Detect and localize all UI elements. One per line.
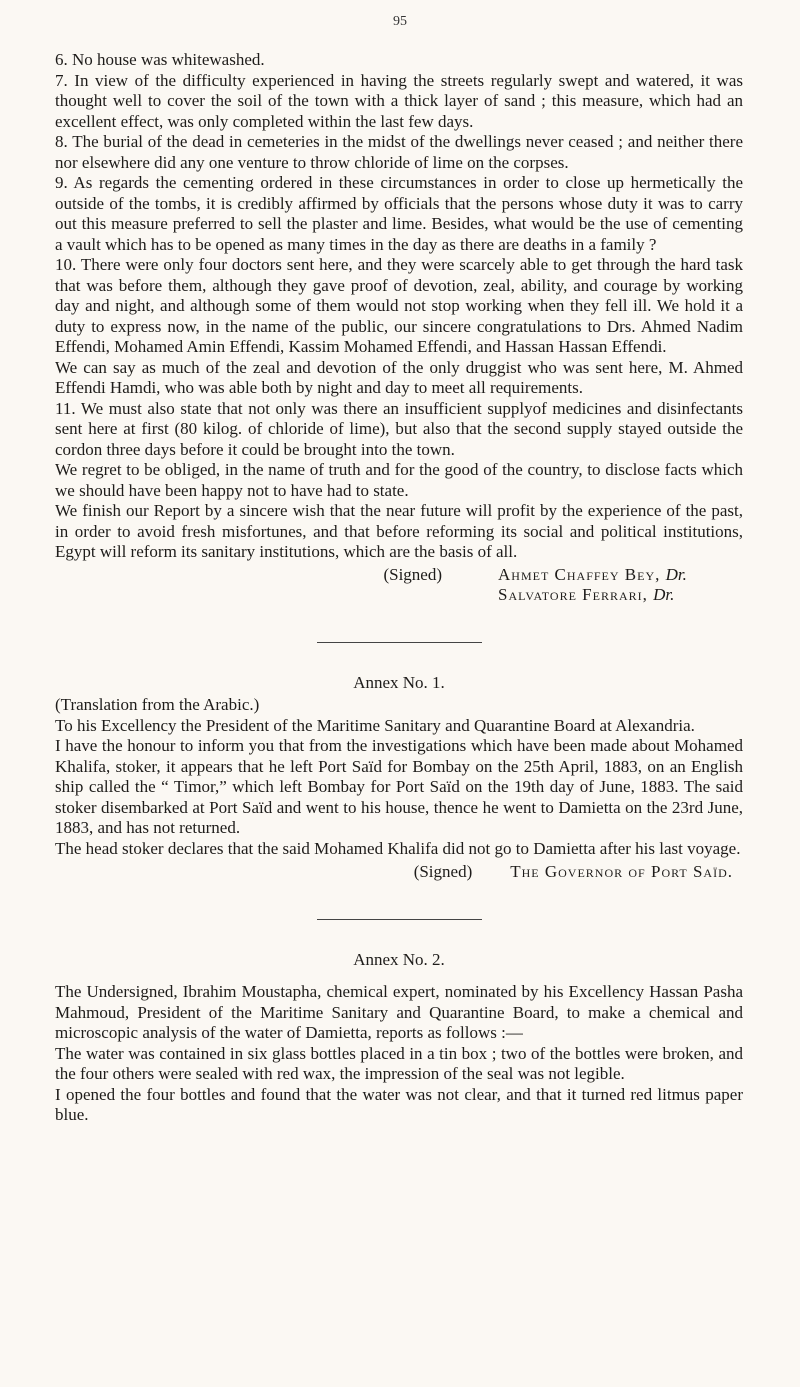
signatory-line <box>498 565 743 586</box>
annex-paragraph: The water was contained in six glass bottles placed in a tin box ; two of the bottles were broken, and the four others were sealed with red wax, the impression of the seal was not legible. <box>55 1043 743 1083</box>
signed-label: (Signed) <box>413 862 473 881</box>
annex-heading: Annex No. 1. <box>353 672 445 692</box>
report-paragraph: 6. No house was whitewashed. <box>55 50 265 69</box>
report-section <box>55 50 743 606</box>
signatory-name: Ahmet Chaffey Bey, <box>498 564 661 584</box>
signatory-title: Dr. <box>653 585 675 604</box>
annex-2 <box>55 950 743 1126</box>
annex-paragraph: The head stoker declares that the said Mohamed Khalifa did not go to Damietta after his last voyage. <box>55 838 741 858</box>
report-paragraph: 10. There were only four doctors sent here, and they were scarcely able to get through the hard task that was before them, although they gave proof of devotion, zeal, ability, and courage by working day and night, and although some of them would not stop working when they fell ill. We hold it a duty to express now, in the name of the public, our sincere congratulations to Drs. Ahmed Nadim Effendi, Mohamed Amin Effendi, Kassim Mohamed Effendi, and Hassan Hassan Effendi. <box>55 255 743 356</box>
section-divider <box>317 642 482 643</box>
report-paragraph: 8. The burial of the dead in cemeteries in the midst of the dwellings never ceased ; and neither there nor elsewhere did any one venture to throw chloride of lime on the corpses. <box>55 132 743 172</box>
annex-heading: Annex No. 2. <box>353 949 445 969</box>
annex-paragraph: I opened the four bottles and found that the water was not clear, and that it turned red litmus paper blue. <box>55 1084 743 1124</box>
annex-paragraph: I have the honour to inform you that from the investigations which have been made about Mohamed Khalifa, stoker, it appears that he left Port Saïd for Bombay on the 25th April, 1883, on an English ship called the “ Timor,” which left Bombay for Port Saïd on the 19th day of June, 1883. The said stoker disembarked at Port Saïd and went to his house, thence he went to Damietta on the 23rd June, 1883, and has not returned. <box>55 736 743 837</box>
signatory-name: Salvatore Ferrari, <box>498 585 648 604</box>
translation-note: (Translation from the Arabic.) <box>55 695 260 714</box>
signatory-names <box>498 565 743 606</box>
report-paragraph: We regret to be obliged, in the name of truth and for the good of the country, to disclose facts which we should have been happy not to have had to state. <box>55 460 743 500</box>
annex-signature <box>55 862 743 883</box>
section-divider <box>317 919 482 920</box>
annex-1 <box>55 673 743 883</box>
report-paragraph: 9. As regards the cementing ordered in these circumstances in order to close up hermetically the outside of the tombs, it is credibly affirmed by officials that the persons whose duty it was to carry out this measure preferred to sell the plaster and lime. Besides, what would be the use of cementing a vault which has to be opened as many times in the day as there are deaths in a family ? <box>55 173 743 254</box>
report-paragraph: 7. In view of the difficulty experienced in having the streets regularly swept and watered, it was thought well to cover the soil of the town with a thick layer of sand ; this measure, which had an excellent effect, was only completed within the last few days. <box>55 70 743 131</box>
report-paragraph: We finish our Report by a sincere wish that the near future will profit by the experience of the past, in order to avoid fresh misfortunes, and that before reforming its social and political institutions, Egypt will reform its sanitary institutions, which are the basis of all. <box>55 501 743 561</box>
annex-paragraph: The Undersigned, Ibrahim Moustapha, chemical expert, nominated by his Excellency Hassan Pasha Mahmoud, President of the Maritime Sanitary and Quarantine Board, to make a chemical and microscopic analysis of the water of Damietta, reports as follows :— <box>55 982 743 1042</box>
signatory-line <box>498 585 743 606</box>
signatory-title: Dr. <box>665 564 687 584</box>
signatory-name: The Governor of Port Saïd. <box>510 862 733 881</box>
annex-addressee: To his Excellency the President of the Maritime Sanitary and Quarantine Board at Alexandria. <box>55 715 695 735</box>
page-number: 95 <box>393 14 407 29</box>
report-paragraph: We can say as much of the zeal and devotion of the only druggist who was sent here, M. Ahmed Effendi Hamdi, who was able both by night and day to meet all requirements. <box>55 357 743 397</box>
signed-label: (Signed) <box>383 564 442 584</box>
report-signature <box>55 565 743 606</box>
report-paragraph: 11. We must also state that not only was there an insufficient supplyof medicines and disinfectants sent here at first (80 kilog. of chloride of lime), but also that the second supply stayed outside the cordon three days before it could be brought into the town. <box>55 398 743 459</box>
